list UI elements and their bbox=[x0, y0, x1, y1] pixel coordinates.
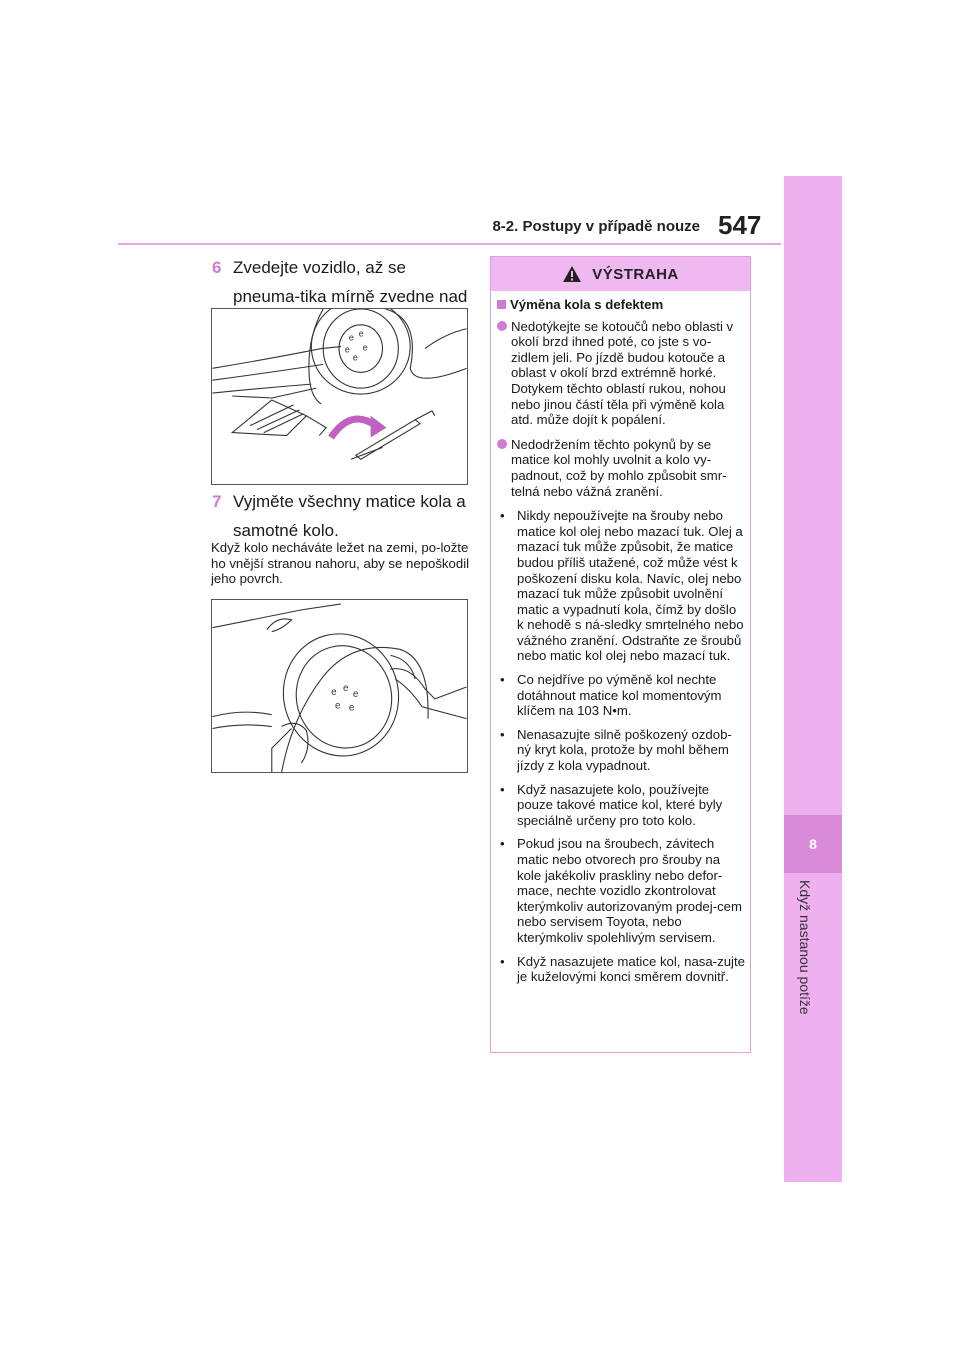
page-number: 547 bbox=[718, 210, 762, 240]
warning-body bbox=[491, 291, 750, 985]
svg-text:e: e bbox=[358, 328, 364, 339]
warning-item-text: Pokud jsou na šroubech, závitech matic nebo otvorech pro šrouby na kole jakékoliv praskliny nebo defor-mace, nechte vozidlo zkontrolovat kterýmkoliv autorizovaným prodej-cem nebo servisem Toyota, nebo kterýmkoliv spolehlivým servisem. bbox=[517, 836, 742, 945]
step-text: Zvedejte vozidlo, až se pneuma-tika mírně zvedne nad bbox=[233, 258, 468, 306]
chapter-title-vertical: Když nastanou potíže bbox=[797, 880, 813, 1015]
warning-triangle-icon bbox=[562, 265, 582, 283]
svg-text:e: e bbox=[348, 702, 355, 714]
warning-bullet-item bbox=[497, 508, 745, 664]
step-7 bbox=[212, 487, 472, 545]
warning-item-text: Nenasazujte silně poškozený ozdob-ný kryt kola, protože by mohl během jízdy z kola vypadnout. bbox=[517, 726, 732, 774]
warning-bullet-item bbox=[497, 954, 745, 985]
illustration-jack-lifting bbox=[211, 308, 468, 485]
square-bullet-icon bbox=[497, 300, 506, 309]
chapter-number-box: 8 bbox=[784, 815, 842, 873]
warning-subheading bbox=[497, 297, 745, 313]
warning-circle-item bbox=[497, 319, 745, 428]
svg-text:e: e bbox=[342, 682, 349, 694]
svg-text:e: e bbox=[335, 700, 341, 712]
warning-item-text: Nedodržením těchto pokynů by se matice kol mohly uvolnit a kolo vy-padnout, což by mohlo způsobit smr-telná nebo vážná zranění. bbox=[511, 436, 727, 499]
warning-bullet-item bbox=[497, 836, 745, 945]
circle-bullet-icon bbox=[497, 439, 507, 449]
bullet-dot-icon: • bbox=[500, 953, 505, 969]
bullet-dot-icon: • bbox=[500, 508, 505, 524]
svg-text:e: e bbox=[348, 332, 354, 343]
circle-bullet-icon bbox=[497, 321, 507, 331]
chapter-side-tab bbox=[784, 176, 842, 1182]
svg-text:e: e bbox=[331, 686, 337, 698]
bullet-dot-icon: • bbox=[500, 781, 505, 797]
step-number: 6 bbox=[212, 258, 222, 277]
warning-circle-item bbox=[497, 437, 745, 499]
warning-header bbox=[491, 257, 750, 291]
section-title: 8-2. Postupy v případě nouze bbox=[492, 218, 700, 235]
svg-text:e: e bbox=[352, 352, 358, 363]
warning-subheading-text: Výměna kola s defektem bbox=[510, 297, 664, 312]
step-text: Vyjměte všechny matice kola a samotné kolo. bbox=[233, 492, 466, 540]
warning-title: VÝSTRAHA bbox=[592, 265, 679, 283]
warning-item-text: Co nejdříve po výměně kol nechte dotáhnout matice kol momentovým klíčem na 103 N•m. bbox=[517, 672, 722, 719]
warning-box bbox=[490, 256, 751, 1053]
warning-bullet-item bbox=[497, 727, 745, 774]
svg-text:e: e bbox=[344, 344, 350, 355]
jack-lifting-illustration bbox=[212, 309, 467, 484]
bullet-dot-icon: • bbox=[500, 672, 505, 688]
step-number: 7 bbox=[212, 492, 222, 511]
svg-text:e: e bbox=[352, 688, 359, 700]
bullet-dot-icon: • bbox=[500, 726, 505, 742]
warning-item-text: Nikdy nepoužívejte na šrouby nebo matice kol olej nebo mazací tuk. Olej a mazací tuk může způsobit, že matice budou příliš utažené, což může vést k poškození disku kola. Navíc, olej nebo mazací tuk může způsobit uvolnění matic a vypadnutí kola, čímž by došlo k nehodě s ná-sledky smrtelného nebo vážného zranění. Odstraňte ze šroubů nebo matic kol olej nebo mazací tuk. bbox=[517, 508, 744, 664]
warning-item-text: Když nasazujete kolo, používejte pouze takové matice kol, které byly speciálně určeny pro toto kolo. bbox=[517, 781, 723, 828]
wheel-removal-illustration bbox=[212, 600, 467, 772]
header-rule bbox=[118, 243, 781, 245]
illustration-wheel-removal bbox=[211, 599, 468, 773]
bullet-dot-icon: • bbox=[500, 836, 505, 852]
warning-item-text: Když nasazujete matice kol, nasa-zujte je kuželovými konci směrem dovnitř. bbox=[517, 953, 745, 985]
note-text: Když kolo necháváte ležet na zemi, po-ložte ho vnější stranou nahoru, aby se nepoškodil jeho povrch. bbox=[211, 540, 470, 586]
warning-item-text: Nedotýkejte se kotoučů nebo oblasti v okolí brzd ihned poté, co jste s vo-zidlem jeli. Po jízdě budou kotouče a oblast v okolí brzd extrémně horké. Dotykem těchto oblastí rukou, nohou nebo jinou částí těla při výměně kola atd. může dojít k popálení. bbox=[511, 318, 734, 428]
warning-bullet-item bbox=[497, 672, 745, 719]
svg-text:e: e bbox=[362, 342, 368, 353]
warning-bullet-item bbox=[497, 782, 745, 829]
